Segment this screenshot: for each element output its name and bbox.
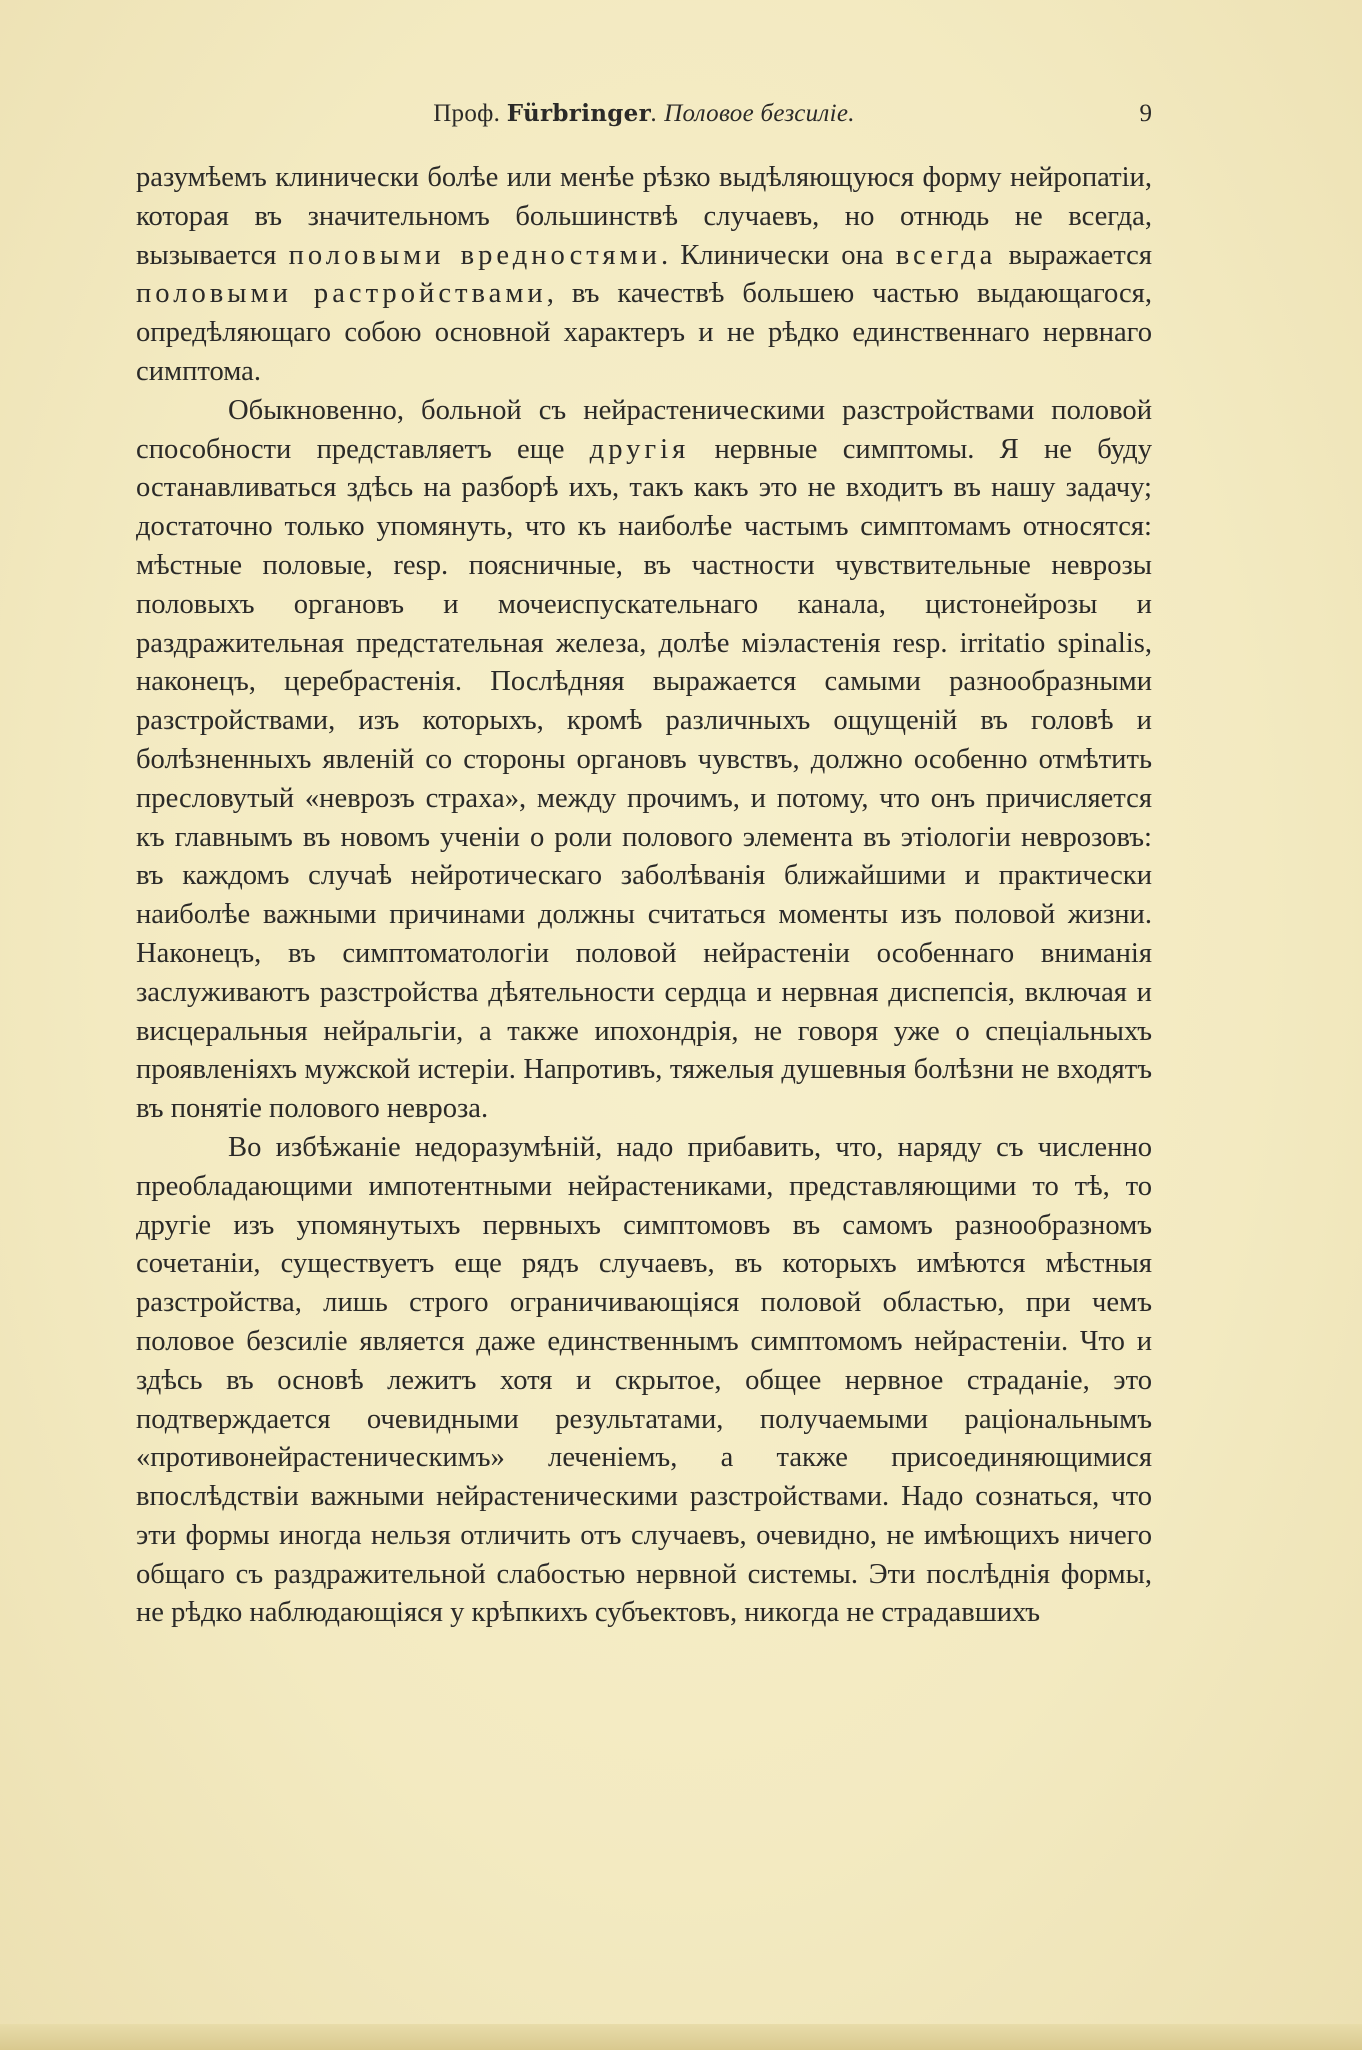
text-run-spaced: другія: [589, 433, 690, 465]
text-run: Обыкновенно, больной съ нейрастеническими разстройствами половой способности представляетъ еще: [136, 394, 1152, 465]
header-title: [136, 100, 1152, 128]
page-number: 9: [1139, 100, 1152, 127]
paragraph-1: [136, 159, 1152, 392]
text-run: нервные симптомы. Я не буду останавливаться здѣсь на разборѣ ихъ, такъ какъ это не входитъ въ нашу задачу; достаточно только упомянуть, что къ наиболѣе частымъ симптомамъ относятся: мѣстные половые, resp. поясничные, въ частности чувствительные неврозы половыхъ органовъ и мочеиспускательнаго канала, цистонейрозы и раздражительная предстательная железа, долѣе міэластенія resp. irritatio spinalis, наконецъ, церебрастенія. Послѣдняя выражается самыми разнообразными разстройствами, изъ которыхъ, кромѣ различныхъ ощущеній въ головѣ и болѣзненныхъ явленій со стороны органовъ чувствъ, должно особенно отмѣтить пресловутый «неврозъ страха», между прочимъ, и потому, что онъ причисляется къ главнымъ въ новомъ ученіи о роли полового элемента въ этіологіи неврозовъ: въ каждомъ случаѣ нейротическаго заболѣванія ближайшими и практически наиболѣе важными причинами должны считаться моменты изъ половой жизни. Наконецъ, въ симптоматологіи половой нейрастеніи особеннаго вниманія заслуживаютъ разстройства дѣятельности сердца и нервная диспепсія, включая и висцеральныя нейральгіи, а также ипохондрія, не говоря уже о спеціальныхъ проявленіяхъ мужской истеріи. Напротивъ, тяжелыя душевныя болѣзни не входятъ въ понятіе полового невроза.: [136, 433, 1152, 1125]
text-run: разумѣемъ клинически болѣе или менѣе рѣзко выдѣляющуюся форму нейропатіи, которая въ значительномъ большинствѣ случаевъ, но отнюдь не всегда, вызывается: [136, 162, 1152, 271]
paragraph-3: [136, 1129, 1152, 1633]
running-header: [136, 100, 1152, 136]
text-run-spaced: половыми вредностями: [288, 239, 661, 271]
text-run: . Клинически она: [660, 239, 896, 271]
text-run: выражается: [996, 239, 1152, 271]
text-run: Во избѣжаніе недоразумѣній, надо прибавить, что, наряду съ численно преобладающими импотентными нейрастениками, представляющими то тѣ, то другіе изъ упомянутыхъ первныхъ симптомовъ въ самомъ разнообразномъ сочетаніи, существуетъ еще рядъ случаевъ, въ которыхъ имѣются мѣстныя разстройства, лишь строго ограничивающіяся половой областью, при чемъ половое безсиліе является даже единственнымъ симптомомъ нейрастеніи. Что и здѣсь въ основѣ лежитъ хотя и скрытое, общее нервное страданіе, это подтверждается очевидными результатами, получаемыми раціональнымъ «противонейрастеническимъ» леченіемъ, а также присоединяющимися впослѣдствіи важными нейрастеническими разстройствами. Надо сознаться, что эти формы иногда нельзя отличить отъ случаевъ, очевидно, не имѣющихъ ничего общаго съ раздражительной слабостью нервной системы. Эти послѣднія формы, не рѣдко наблюдающіяся у крѣпкихъ субъектовъ, никогда не страдавшихъ: [136, 1131, 1152, 1629]
paragraph-2: [136, 392, 1152, 1129]
body-text: [136, 159, 1152, 1633]
header-title-rest: . Половое безсиліе.: [651, 100, 855, 127]
text-run-spaced: половыми растройствами: [136, 278, 547, 310]
text-run-spaced: всегда: [895, 239, 997, 271]
page-bottom-edge: [0, 2024, 1362, 2050]
text-run: , въ качествѣ большею частью выдающагося, опредѣляющаго собою основной характеръ и не рѣдко единственнаго нервнаго симптома.: [136, 278, 1152, 387]
header-author-name: Fürbringer: [506, 100, 652, 127]
header-author-prefix: Проф.: [433, 100, 507, 127]
